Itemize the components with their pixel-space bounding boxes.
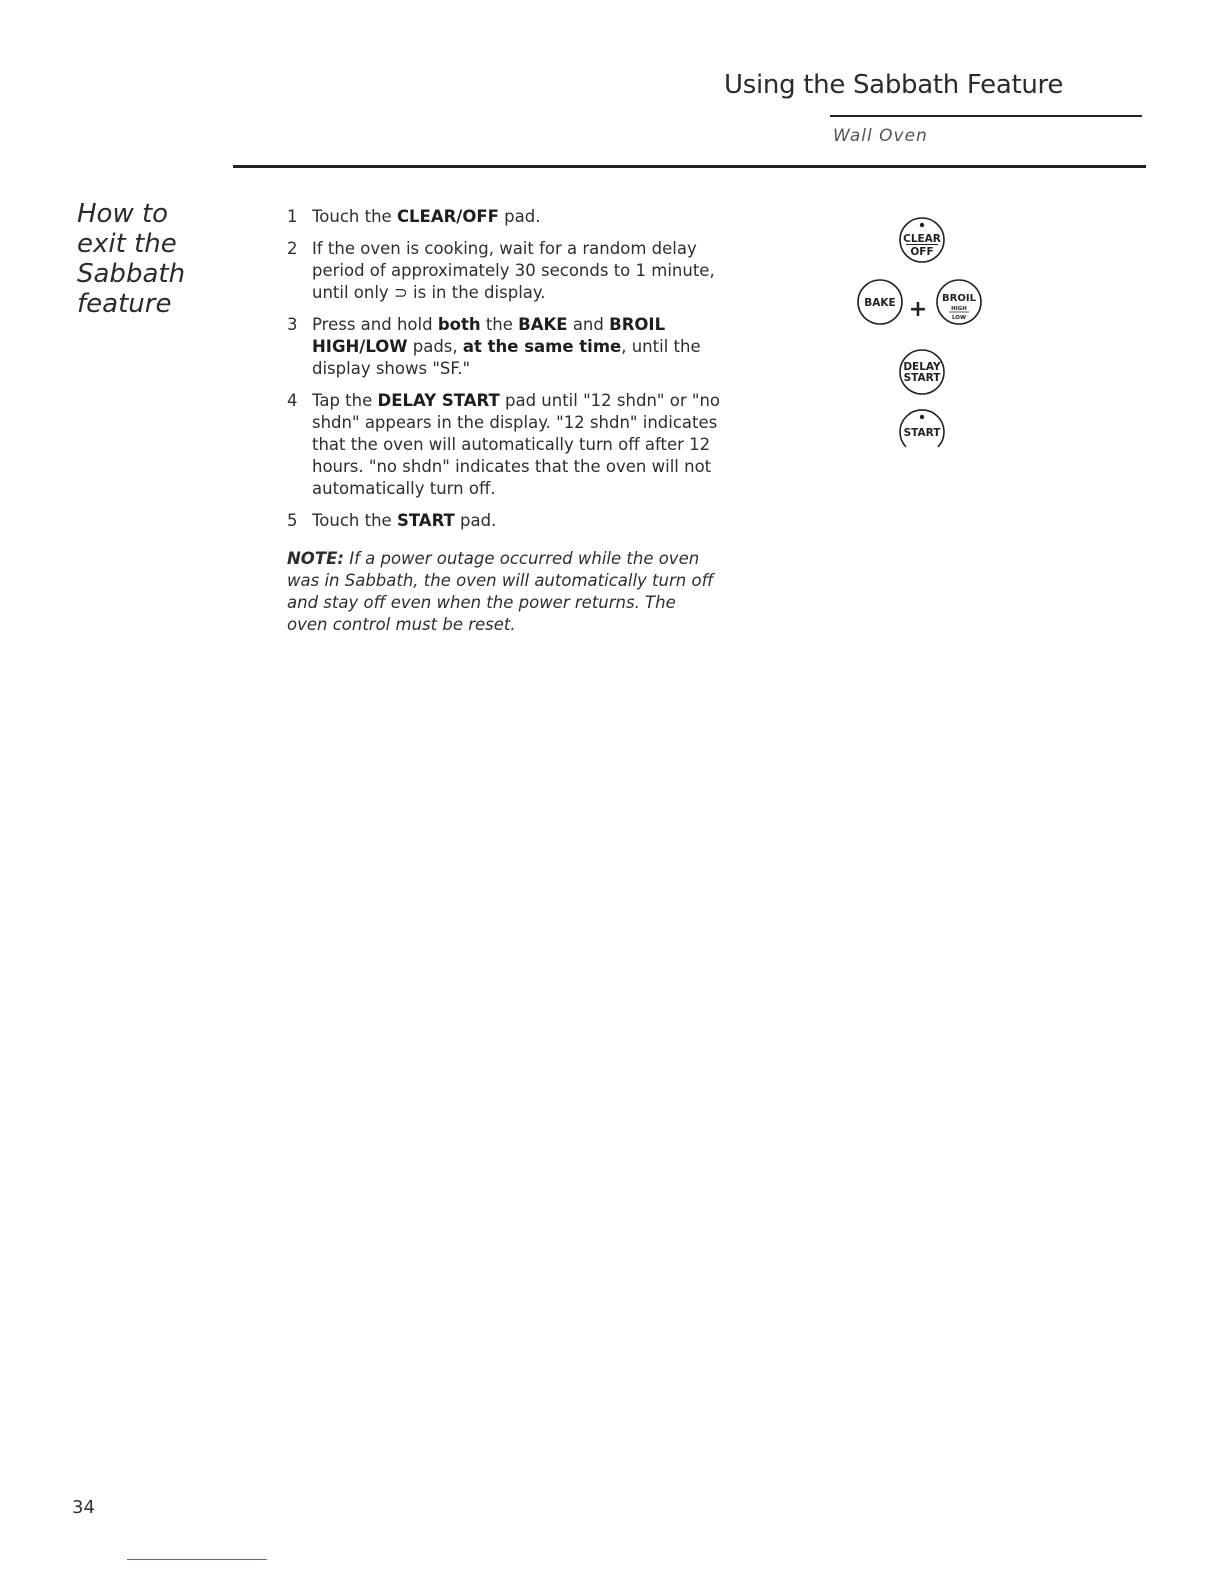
step-emphasis: DELAY START	[377, 391, 500, 410]
note-text: If a power outage occurred while the oven was in Sabbath, the oven will automatically turn off and stay off even when the power returns. The oven control must be reset.	[287, 549, 714, 634]
section-heading-line: feature	[77, 289, 172, 319]
step-text: the	[480, 315, 519, 334]
step-item	[287, 206, 727, 228]
note-label: NOTE:	[287, 549, 344, 568]
plus-icon: +	[908, 297, 928, 322]
step-number: 1	[287, 207, 298, 226]
delay-start-pad-icon	[900, 350, 944, 394]
step-emphasis: START	[396, 511, 455, 530]
control-pad-diagram	[850, 210, 990, 460]
step-text: pad until "12 shdn" or "no shdn" appears in the display. "12 shdn" indicates that the oven will automatically turn off after 12 hours. "no shdn" indicates that the oven will not automatically turn off.	[312, 391, 720, 498]
step-text: and	[567, 315, 610, 334]
step-text: , until the display shows "SF."	[312, 337, 701, 378]
broil-label: BROIL	[942, 293, 976, 304]
off-label: OFF	[910, 246, 934, 258]
step-text: Touch the	[312, 207, 397, 226]
step-item	[287, 238, 727, 304]
bake-label: BAKE	[864, 297, 896, 309]
step-emphasis: BAKE	[518, 315, 568, 334]
start-pad-icon	[900, 410, 944, 447]
clear-off-pad-icon	[900, 218, 944, 262]
step-number: 3	[287, 315, 298, 334]
broil-low-label: LOW	[951, 315, 967, 321]
page-number: 34	[72, 1497, 95, 1518]
page-subtitle: Wall Oven	[833, 126, 928, 146]
step-emphasis: both	[437, 315, 481, 334]
broil-high-label: HIGH	[951, 306, 967, 312]
step-text: pads,	[407, 337, 463, 356]
step-item	[287, 510, 727, 532]
step-text: Press and hold	[312, 315, 438, 334]
step-text: is in the display.	[407, 283, 546, 302]
step-text: ⊃	[393, 283, 408, 302]
header-rule	[830, 115, 1142, 117]
step-emphasis: at the same time	[462, 337, 622, 356]
step-item	[287, 390, 727, 500]
section-divider	[233, 165, 1146, 168]
section-heading-line: exit the	[77, 229, 177, 259]
page-title: Using the Sabbath Feature	[724, 70, 1064, 100]
footer-line	[127, 1559, 267, 1560]
section-heading	[77, 199, 227, 319]
start-label: START	[903, 427, 941, 439]
step-text: Touch the	[312, 511, 397, 530]
step-emphasis: BROIL HIGH/LOW	[312, 315, 666, 356]
step-number: 5	[287, 511, 298, 530]
broil-pad-icon	[937, 280, 981, 324]
note	[287, 548, 717, 636]
clear-label: CLEAR	[903, 233, 941, 245]
delay-label: DELAY	[903, 361, 941, 373]
step-text: Tap the	[312, 391, 378, 410]
section-heading-line: How to	[77, 199, 169, 229]
step-number: 4	[287, 391, 298, 410]
step-emphasis: CLEAR/OFF	[396, 207, 499, 226]
step-item	[287, 314, 727, 380]
step-text: If the oven is cooking, wait for a random delay period of approximately 30 seconds to 1 minute, until only	[312, 239, 715, 302]
step-number: 2	[287, 239, 298, 258]
delay-start-label: START	[903, 372, 941, 384]
step-text: pad.	[454, 511, 497, 530]
bake-pad-icon	[858, 280, 902, 324]
section-heading-line: Sabbath	[77, 259, 186, 289]
instruction-steps	[287, 206, 727, 542]
step-text: pad.	[498, 207, 541, 226]
